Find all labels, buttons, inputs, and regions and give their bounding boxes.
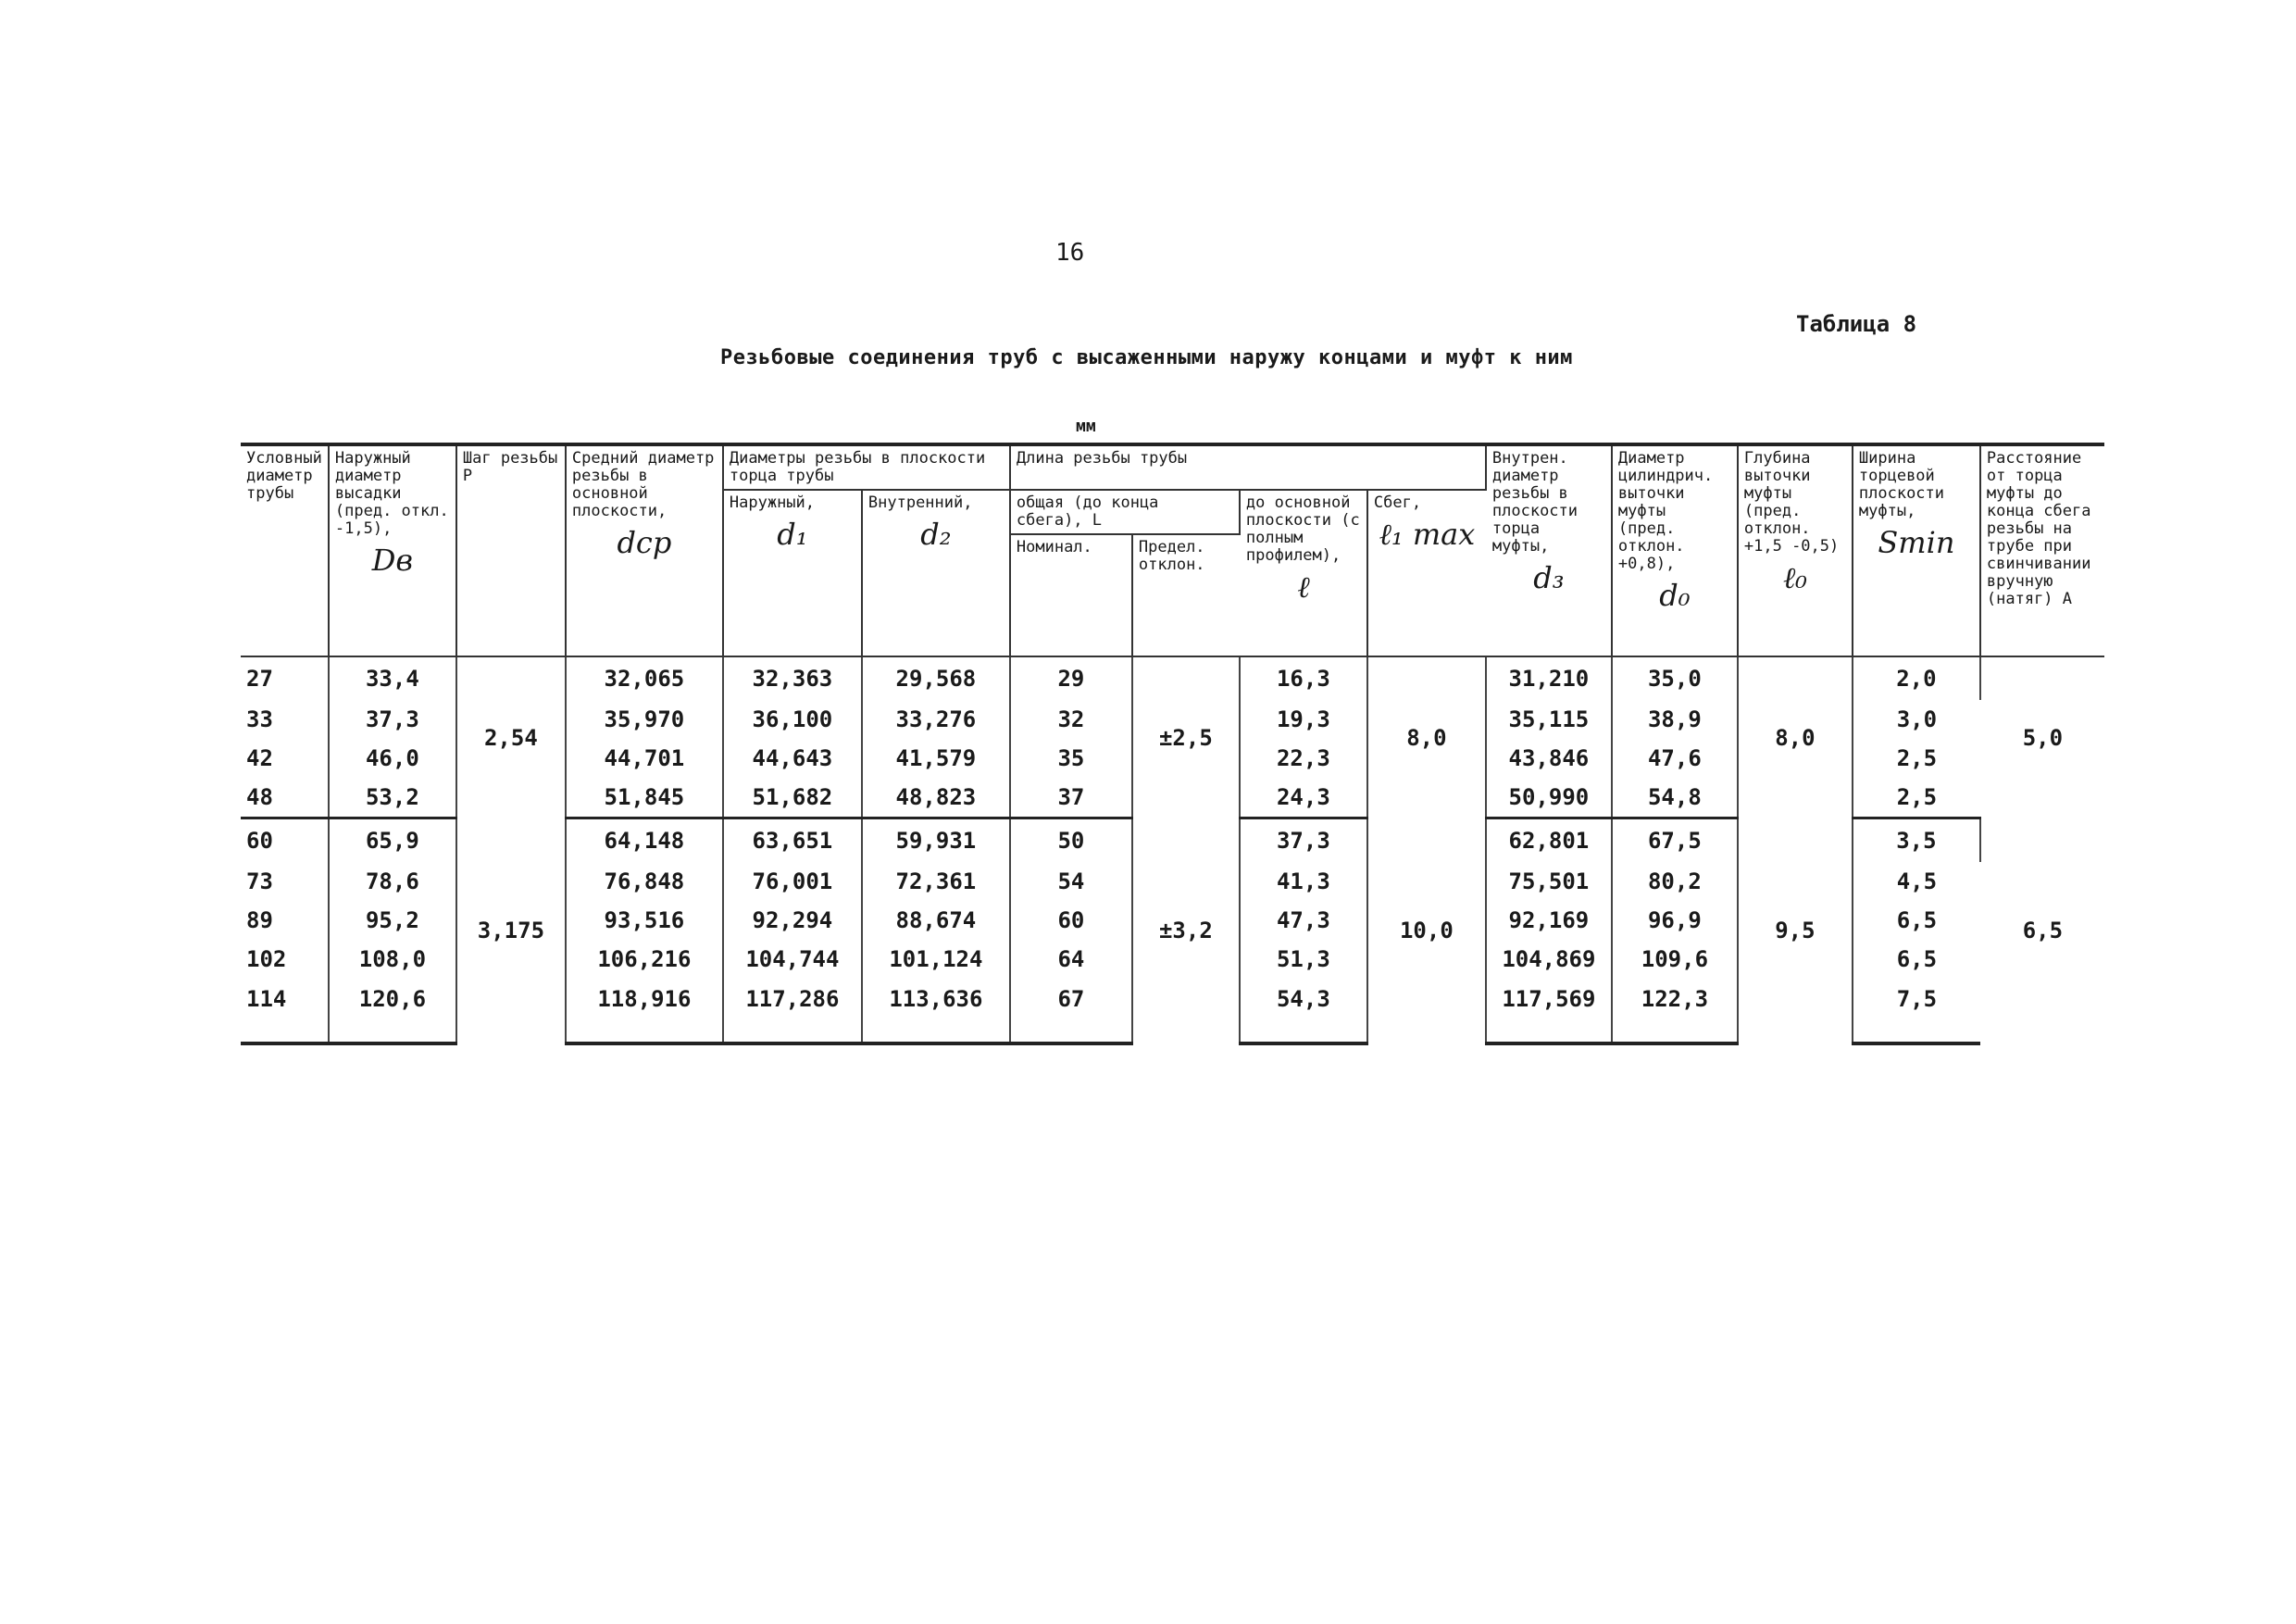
cell-d-inner: 29,568	[862, 656, 1010, 700]
header-mean-diam	[566, 444, 723, 656]
cell-coupling-inner-diam: 43,846	[1486, 739, 1612, 778]
cell-length-to-plane: 22,3	[1240, 739, 1367, 778]
cell-d-outer: 104,744	[723, 940, 862, 979]
header-coupling-inner-diam-label: Внутрен. диаметр резьбы в плоскости торца муфты,	[1491, 449, 1578, 556]
cell-nominal-length: 32	[1010, 700, 1132, 739]
header-d-outer	[723, 490, 862, 656]
cell-mean-diam: 118,916	[566, 979, 723, 1043]
table-title: Резьбовые соединения труб с высаженными наружу концами и муфт к ним	[720, 346, 1573, 369]
cell-d-outer: 51,682	[723, 778, 862, 818]
cell-cond-diam: 42	[241, 739, 329, 778]
cell-length-to-plane: 37,3	[1240, 818, 1367, 863]
cell-nominal-length: 54	[1010, 862, 1132, 901]
header-upset-diam	[329, 444, 456, 656]
cell-tolerance: ±3,2	[1132, 818, 1240, 1044]
cell-distance: 6,5	[2022, 918, 2064, 944]
cell-cond-diam: 102	[241, 940, 329, 979]
cell-length-to-plane: 19,3	[1240, 700, 1367, 739]
cell-bore-diam: 96,9	[1612, 901, 1738, 940]
header-to-main-plane	[1240, 490, 1367, 656]
cell-runout: 10,0	[1367, 818, 1486, 1044]
cell-upset-diam: 78,6	[329, 862, 456, 901]
cell-face-width: 2,5	[1896, 745, 1938, 771]
cell-nominal-length: 60	[1010, 901, 1132, 940]
cell-coupling-inner-diam: 117,569	[1486, 979, 1612, 1043]
cell-upset-diam: 46,0	[329, 739, 456, 778]
cell-bore-diam: 54,8	[1612, 778, 1738, 818]
cell-nominal-length: 29	[1010, 656, 1132, 700]
header-nominal: Номинал.	[1010, 534, 1132, 656]
header-full-length	[1010, 490, 1240, 534]
header-bore-depth-symbol: ℓ₀	[1782, 560, 1807, 595]
cell-mean-diam: 64,148	[566, 818, 723, 863]
cell-coupling-inner-diam: 31,210	[1486, 656, 1612, 700]
cell-face-width: 2,5	[1853, 778, 1980, 818]
header-upset-diam-label: Наружный диаметр высадки (пред. откл. -1,5),	[334, 449, 449, 538]
header-tolerance: Предел. отклон.	[1132, 534, 1240, 656]
header-cond-diam: Условный диаметр трубы	[241, 444, 329, 656]
cell-coupling-inner-diam: 35,115	[1486, 700, 1612, 739]
cell-length-to-plane: 54,3	[1240, 979, 1367, 1043]
cell-cond-diam: 89	[241, 901, 329, 940]
cell-bore-depth: 9,5	[1738, 818, 1853, 1044]
header-group-diameters: Диаметры резьбы в плоскости торца трубы	[723, 444, 1010, 490]
cell-coupling-inner-diam: 50,990	[1486, 778, 1612, 818]
header-face-width	[1853, 444, 1980, 656]
header-d-inner-label: Внутренний,	[867, 493, 973, 512]
cell-d-outer: 32,363	[723, 656, 862, 700]
cell-nominal-length: 50	[1010, 818, 1132, 863]
cell-runout: 8,0	[1367, 656, 1486, 818]
cell-face-width: 6,5	[1896, 907, 1938, 933]
cell-d-inner: 72,361	[862, 862, 1010, 901]
cell-mean-diam: 35,970	[566, 700, 723, 739]
header-runout-label: Сбег,	[1373, 493, 1422, 512]
cell-cond-diam: 48	[241, 778, 329, 818]
cell-cond-diam: 33	[241, 700, 329, 739]
cell-coupling-inner-diam: 75,501	[1486, 862, 1612, 901]
cell-bore-diam: 67,5	[1612, 818, 1738, 863]
cell-nominal-length: 67	[1010, 979, 1132, 1043]
cell-coupling-inner-diam: 62,801	[1486, 818, 1612, 863]
cell-d-outer: 117,286	[723, 979, 862, 1043]
header-pitch: Шаг резьбы P	[456, 444, 566, 656]
cell-bore-diam: 35,0	[1612, 656, 1738, 700]
header-upset-diam-symbol: Dв	[371, 543, 414, 578]
cell-upset-diam: 33,4	[329, 656, 456, 700]
thread-spec-table	[241, 443, 2104, 1045]
cell-mean-diam: 93,516	[566, 901, 723, 940]
cell-cond-diam: 60	[241, 818, 329, 863]
cell-d-inner: 48,823	[862, 778, 1010, 818]
cell-bore-diam: 80,2	[1612, 862, 1738, 901]
cell-length-to-plane: 51,3	[1240, 940, 1367, 979]
cell-nominal-length: 37	[1010, 778, 1132, 818]
cell-upset-diam: 65,9	[329, 818, 456, 863]
page-number: 16	[1055, 239, 1085, 267]
cell-mean-diam: 76,848	[566, 862, 723, 901]
header-bore-diam	[1612, 444, 1738, 656]
header-coupling-inner-diam-symbol: d₃	[1533, 560, 1565, 595]
units-label: мм	[1076, 417, 1096, 436]
cell-d-outer: 63,651	[723, 818, 862, 863]
cell-length-to-plane: 16,3	[1240, 656, 1367, 700]
cell-cond-diam: 73	[241, 862, 329, 901]
header-bore-diam-symbol: d₀	[1659, 578, 1691, 613]
header-bore-depth	[1738, 444, 1853, 656]
cell-pitch: 2,54	[456, 656, 566, 818]
cell-upset-diam: 108,0	[329, 940, 456, 979]
cell-face-width: 3,0	[1896, 706, 1938, 732]
header-d-inner-symbol: d₂	[920, 517, 952, 552]
header-distance: Расстояние от торца муфты до конца сбега резьбы на трубе при свинчивании вручную (натяг) A	[1980, 444, 2104, 656]
cell-cond-diam: 114	[241, 979, 329, 1043]
header-bore-diam-label: Диаметр цилиндрич. выточки муфты (пред. отклон. +0,8),	[1617, 449, 1714, 573]
header-face-width-symbol: Smin	[1878, 525, 1955, 560]
cell-d-inner: 59,931	[862, 818, 1010, 863]
cell-upset-diam: 37,3	[329, 700, 456, 739]
cell-face-width: 7,5	[1853, 979, 1980, 1043]
header-coupling-inner-diam	[1486, 444, 1612, 656]
header-runout-symbol: ℓ₁ max	[1379, 517, 1476, 552]
cell-length-to-plane: 47,3	[1240, 901, 1367, 940]
cell-mean-diam: 106,216	[566, 940, 723, 979]
cell-coupling-inner-diam: 104,869	[1486, 940, 1612, 979]
cell-d-outer: 76,001	[723, 862, 862, 901]
cell-d-outer: 36,100	[723, 700, 862, 739]
cell-d-inner: 88,674	[862, 901, 1010, 940]
header-to-main-plane-label: до основной плоскости (с полным профилем),	[1245, 493, 1360, 565]
cell-bore-diam: 109,6	[1612, 940, 1738, 979]
cell-face-width: 3,5	[1853, 818, 1980, 863]
cell-d-outer: 92,294	[723, 901, 862, 940]
cell-bore-depth: 8,0	[1738, 656, 1853, 818]
cell-face-width: 2,0	[1853, 656, 1980, 700]
cell-mean-diam: 32,065	[566, 656, 723, 700]
cell-upset-diam: 53,2	[329, 778, 456, 818]
cell-d-inner: 41,579	[862, 739, 1010, 778]
header-row-1	[241, 444, 2104, 490]
cell-d-inner: 33,276	[862, 700, 1010, 739]
header-group-length: Длина резьбы трубы	[1010, 444, 1486, 490]
header-bore-depth-label: Глубина выточки муфты (пред. отклон. +1,5 -0,5)	[1743, 449, 1840, 556]
cell-bore-diam: 38,9	[1612, 700, 1738, 739]
table-label: Таблица 8	[1796, 311, 1917, 337]
cell-upset-diam: 95,2	[329, 901, 456, 940]
cell-face-width: 4,5	[1896, 868, 1938, 894]
header-d-outer-symbol: d₁	[777, 517, 808, 552]
header-d-outer-label: Наружный,	[729, 493, 816, 512]
cell-cond-diam: 27	[241, 656, 329, 700]
header-full-length-symbol: L	[1092, 511, 1103, 530]
cell-d-inner: 101,124	[862, 940, 1010, 979]
cell-face-width: 6,5	[1896, 946, 1938, 972]
cell-nominal-length: 35	[1010, 739, 1132, 778]
cell-d-outer: 44,643	[723, 739, 862, 778]
cell-tolerance: ±2,5	[1132, 656, 1240, 818]
table-row	[241, 818, 2104, 863]
header-full-length-label: общая (до конца сбега),	[1016, 493, 1159, 530]
header-d-inner	[862, 490, 1010, 656]
cell-bore-diam: 122,3	[1612, 979, 1738, 1043]
cell-pitch: 3,175	[456, 818, 566, 1044]
header-face-width-label: Ширина торцевой плоскости муфты,	[1858, 449, 1945, 520]
table-row	[241, 656, 2104, 700]
cell-d-inner: 113,636	[862, 979, 1010, 1043]
cell-distance: 5,0	[2022, 724, 2064, 751]
header-runout	[1367, 490, 1486, 656]
header-mean-diam-symbol: dср	[617, 525, 672, 560]
header-mean-diam-label: Средний диаметр резьбы в основной плоскости,	[571, 449, 715, 520]
cell-bore-diam: 47,6	[1612, 739, 1738, 778]
cell-length-to-plane: 24,3	[1240, 778, 1367, 818]
cell-length-to-plane: 41,3	[1240, 862, 1367, 901]
cell-mean-diam: 44,701	[566, 739, 723, 778]
header-to-main-plane-symbol: ℓ	[1297, 569, 1310, 605]
cell-coupling-inner-diam: 92,169	[1486, 901, 1612, 940]
cell-nominal-length: 64	[1010, 940, 1132, 979]
cell-mean-diam: 51,845	[566, 778, 723, 818]
cell-upset-diam: 120,6	[329, 979, 456, 1043]
